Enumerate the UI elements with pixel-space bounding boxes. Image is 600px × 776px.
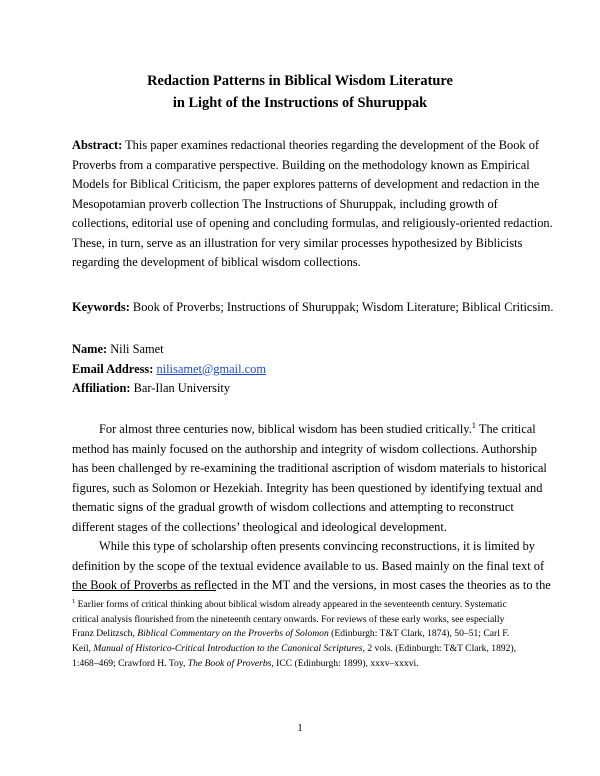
- affiliation-label: Affiliation:: [72, 381, 131, 395]
- footnote-ref[interactable]: 1: [471, 419, 477, 430]
- paragraph-line: While this type of scholarship often presents convincing reconstructions, it is limited by: [99, 539, 535, 553]
- abstract-line: Models for Biblical Criticism, the paper explores patterns of development and redaction in the: [72, 177, 540, 191]
- paragraph-line: definition by the scope of the textual evidence available to us. Based mainly on the final text of: [72, 558, 545, 573]
- email-label: Email Address:: [72, 361, 154, 376]
- keywords-text: Book of Proverbs; Instructions of Shuruppak; Wisdom Literature; Biblical Criticsim.: [129, 300, 554, 314]
- footnote-line: Franz Delitzsch, Biblical Commentary on the Proverbs of Solomon (Edinburgh: T&T Clark, 1874), 50–51; Carl F.: [72, 628, 510, 640]
- cited-title: Biblical Commentary on the Proverbs of Solomon: [137, 628, 329, 640]
- paragraph-line: method has mainly focused on the authorship and integrity of wisdom collections. Authorship: [72, 441, 537, 456]
- footnotes: [72, 598, 516, 671]
- paper-title: [0, 70, 600, 114]
- name-label: Name:: [72, 342, 108, 356]
- abstract-line: collections, editorial use of opening and concluding formulas, and religiously-oriented redaction.: [72, 216, 553, 230]
- abstract-line: Proverbs from a comparative perspective. Building on the methodology known as Empirical: [72, 157, 530, 172]
- footnote-line: $^1$ Earlier forms of critical thinking about biblical wisdom already appeared in the seventeenth century. Systematic: [72, 597, 507, 610]
- cited-title: The Book of Proverbs: [187, 657, 272, 669]
- footnote-line: 1:468–469; Crawford H. Toy, The Book of Proverbs, ICC (Edinburgh: 1899), xxxv–xxxvi.: [72, 657, 419, 669]
- cited-title: Manual of Historico-Critical Introduction to the Canonical Scriptures: [93, 643, 363, 655]
- footnote-line: Keil, Manual of Historico-Critical Introduction to the Canonical Scriptures, 2 vols. (Edinburgh: T&T Clark, 1892),: [72, 643, 517, 655]
- page-number: 1: [297, 722, 303, 734]
- author-info: [72, 340, 266, 399]
- paragraph-line: has been challenged by re-examining the traditional ascription of wisdom materials to historical: [72, 461, 547, 475]
- keywords: [72, 298, 553, 318]
- keywords-label: Keywords:: [72, 300, 130, 314]
- abstract-line: [72, 136, 553, 156]
- paragraph-line: For almost three centuries now, biblical wisdom has been studied critically.$^1$ The critical: [99, 419, 536, 436]
- paragraph-line: figures, such as Solomon or Hezekiah. Integrity has been questioned by identifying textual and: [72, 480, 543, 495]
- paragraph-line: the Book of Proverbs as reflected in the MT and the versions, in most cases the theories as to the: [72, 578, 551, 592]
- abstract: [72, 136, 553, 273]
- abstract-line: regarding the development of biblical wisdom collections.: [72, 255, 361, 269]
- footnote-divider: [72, 590, 216, 591]
- author-affiliation-row: [72, 379, 266, 399]
- author-name-row: [72, 340, 266, 360]
- title-line-1: Redaction Patterns in Biblical Wisdom Literature: [147, 73, 453, 89]
- email-link[interactable]: nilisamet@gmail.com: [156, 361, 266, 376]
- paragraph-line: thematic signs of the gradual growth of wisdom collections and attempting to reconstruct: [72, 500, 514, 514]
- footnote-line: critical analysis flourished from the nineteenth centary onwards. For reviews of these early works, see especially: [72, 613, 505, 625]
- paragraph-line: different stages of the collections’ theological and ideological development.: [72, 519, 447, 534]
- abstract-line: These, in turn, serve as an illustration for very similar processes hypothesized by Biblicists: [72, 235, 523, 250]
- footnote-number: 1: [72, 597, 76, 605]
- abstract-text: This paper examines redactional theories regarding the development of the Book of: [122, 138, 540, 152]
- affiliation: Bar-Ilan University: [130, 381, 231, 395]
- abstract-line: Mesopotamian proverb collection The Instructions of Shuruppak, including growth of: [72, 196, 498, 211]
- author-name: Nili Samet: [107, 342, 164, 356]
- body-text: [72, 420, 551, 596]
- abstract-label: Abstract:: [72, 138, 123, 152]
- author-email-row: [72, 360, 266, 380]
- title-line-2: in Light of the Instructions of Shuruppak: [172, 95, 428, 111]
